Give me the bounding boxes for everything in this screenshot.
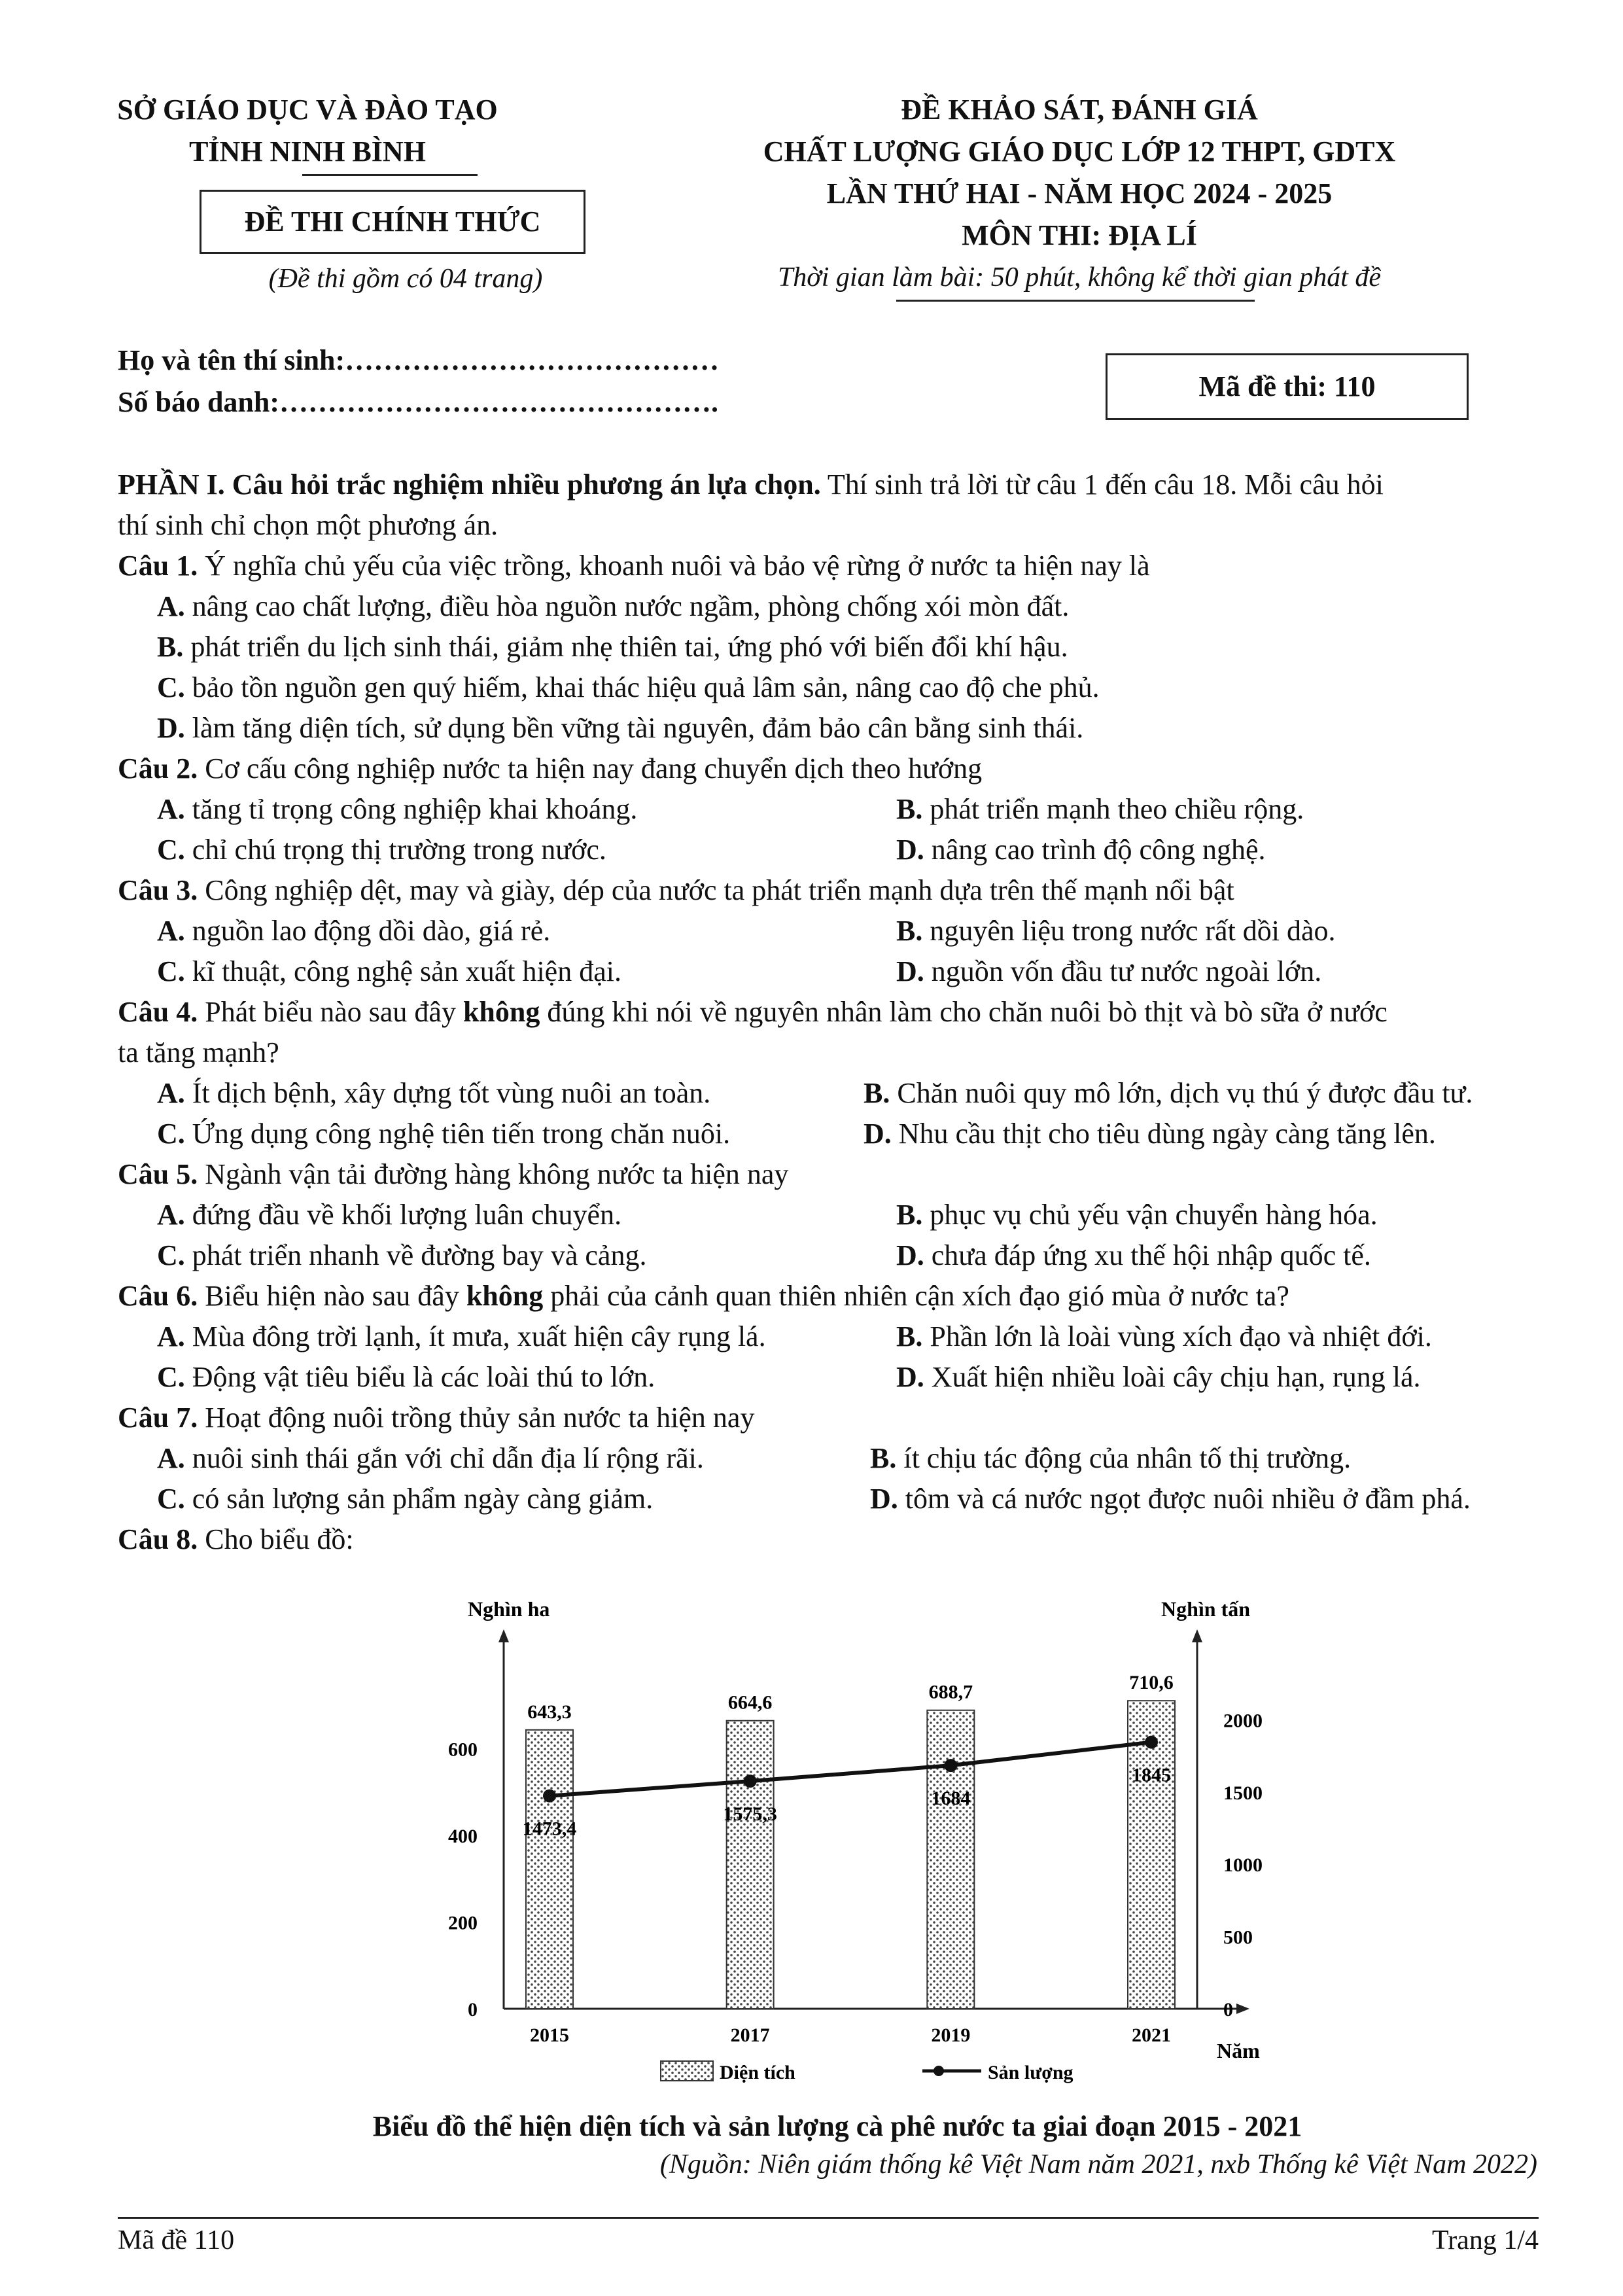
bar-dien-tich <box>526 1730 573 2009</box>
question-number: Câu 5. <box>118 1158 198 1190</box>
option-text: tôm và cá nước ngọt được nuôi nhiều ở đầm phá. <box>905 1483 1471 1515</box>
option-text: phát triển nhanh về đường bay và cảng. <box>192 1239 647 1271</box>
question-text: Ý nghĩa chủ yếu của việc trồng, khoanh nuôi và bảo vệ rừng ở nước ta hiện nay là <box>198 550 1150 582</box>
line-point <box>543 1790 556 1803</box>
left-tick-label: 200 <box>448 1912 478 1934</box>
q5-option-d[interactable] <box>896 1235 1371 1276</box>
province-name: TỈNH NINH BÌNH <box>189 135 426 168</box>
q2-option-b[interactable] <box>896 789 1304 830</box>
legend-bar-swatch <box>661 2061 713 2081</box>
q6-option-a[interactable] <box>157 1316 766 1357</box>
option-letter: B. <box>870 1442 897 1474</box>
option-text: chưa đáp ứng xu thế hội nhập quốc tế. <box>931 1239 1371 1271</box>
option-letter: D. <box>896 834 924 866</box>
option-letter: C. <box>157 1239 185 1271</box>
option-letter: B. <box>864 1077 890 1109</box>
q6-option-d[interactable] <box>896 1357 1421 1398</box>
dept-name: SỞ GIÁO DỤC VÀ ĐÀO TẠO <box>117 94 498 126</box>
coffee-chart <box>229 1570 1420 2100</box>
pages-note: (Đề thi gồm có 04 trang) <box>268 264 543 294</box>
q7-option-b[interactable] <box>870 1438 1351 1479</box>
q5-option-b[interactable] <box>896 1195 1378 1235</box>
x-axis-arrow <box>1236 2004 1249 2014</box>
part1-instructions-text: Thí sinh trả lời từ câu 1 đến câu 18. Mỗi câu hỏi <box>820 468 1384 501</box>
right-axis-title: Nghìn tấn <box>1161 1597 1251 1621</box>
q3-option-b[interactable] <box>896 911 1336 951</box>
question-4-line2: ta tăng mạnh? <box>118 1036 279 1069</box>
question-2 <box>118 749 1557 789</box>
q6-option-b[interactable] <box>896 1316 1432 1357</box>
option-text: nâng cao chất lượng, điều hòa nguồn nước ngầm, phòng chống xói mòn đất. <box>192 590 1070 622</box>
question-text: Công nghiệp dệt, may và giày, dép của nước ta phát triển mạnh dựa trên thế mạnh nổi bật <box>198 874 1234 906</box>
q3-option-a[interactable] <box>157 911 550 951</box>
x-tick-label: 2017 <box>730 2024 770 2046</box>
q4-option-a[interactable] <box>157 1073 710 1114</box>
question-number: Câu 8. <box>118 1523 198 1555</box>
footer-rule <box>118 2217 1539 2219</box>
bar-value-label: 664,6 <box>727 1691 773 1714</box>
question-emphasis: không <box>462 996 540 1028</box>
option-letter: B. <box>896 793 923 825</box>
option-text: phục vụ chủ yếu vận chuyển hàng hóa. <box>930 1199 1378 1231</box>
line-point <box>1145 1736 1158 1749</box>
q3-option-c[interactable] <box>157 951 621 992</box>
q2-option-c[interactable] <box>157 830 606 870</box>
question-text: Cơ cấu công nghiệp nước ta hiện nay đang chuyển dịch theo hướng <box>198 752 983 785</box>
option-letter: B. <box>896 1199 923 1231</box>
question-text-cont: đúng khi nói về nguyên nhân làm cho chăn nuôi bò thịt và bò sữa ở nước <box>540 996 1387 1028</box>
question-number: Câu 6. <box>118 1280 198 1312</box>
exam-title-line1: ĐỀ KHẢO SÁT, ĐÁNH GIÁ <box>901 94 1258 126</box>
option-letter: C. <box>157 955 185 987</box>
question-number: Câu 7. <box>118 1402 198 1434</box>
option-letter: D. <box>864 1118 892 1150</box>
right-tick-label: 500 <box>1223 1926 1253 1949</box>
option-text: Phần lớn là loài vùng xích đạo và nhiệt đới. <box>930 1320 1432 1352</box>
q6-option-c[interactable] <box>157 1357 655 1398</box>
x-tick-label: 2019 <box>931 2024 971 2046</box>
option-text: nguyên liệu trong nước rất dồi dào. <box>930 915 1336 947</box>
right-tick-label: 2000 <box>1223 1710 1263 1732</box>
province-underline <box>302 174 478 176</box>
option-text: Chăn nuôi quy mô lớn, dịch vụ thú ý được đầu tư. <box>897 1077 1473 1109</box>
question-text: Ngành vận tải đường hàng không nước ta hiện nay <box>198 1158 789 1190</box>
question-5 <box>118 1154 1557 1195</box>
q4-option-c[interactable] <box>157 1114 730 1154</box>
question-text: Cho biểu đồ: <box>198 1523 354 1555</box>
option-letter: C. <box>157 1361 185 1393</box>
candidate-name-field[interactable]: Họ và tên thí sinh:………………………………… <box>118 344 720 376</box>
option-text: nuôi sinh thái gắn với chỉ dẫn địa lí rộng rãi. <box>192 1442 704 1474</box>
option-text: Mùa đông trời lạnh, ít mưa, xuất hiện cây rụng lá. <box>192 1320 766 1352</box>
q7-option-c[interactable] <box>157 1479 653 1519</box>
q1-option-d[interactable] <box>157 708 1557 749</box>
option-text: nguồn lao động dồi dào, giá rẻ. <box>192 915 551 947</box>
option-text: phát triển du lịch sinh thái, giảm nhẹ thiên tai, ứng phó với biến đổi khí hậu. <box>190 631 1068 663</box>
question-4 <box>118 992 1557 1033</box>
right-tick-label: 1000 <box>1223 1854 1263 1877</box>
q4-option-b[interactable] <box>864 1073 1473 1114</box>
option-text: Nhu cầu thịt cho tiêu dùng ngày càng tăng lên. <box>898 1118 1436 1150</box>
option-letter: B. <box>896 1320 923 1352</box>
option-text: bảo tồn nguồn gen quý hiếm, khai thác hiệu quả lâm sản, nâng cao độ che phủ. <box>192 671 1100 703</box>
option-letter: B. <box>157 631 184 663</box>
option-letter: B. <box>896 915 923 947</box>
q1-option-a[interactable] <box>157 586 1557 627</box>
option-letter: A. <box>157 1320 185 1352</box>
question-8 <box>118 1519 1557 1560</box>
q1-option-c[interactable] <box>157 667 1557 708</box>
option-text: Ứng dụng công nghệ tiên tiến trong chăn nuôi. <box>192 1118 731 1150</box>
q1-option-b[interactable] <box>157 627 1557 667</box>
question-number: Câu 1. <box>118 550 198 582</box>
option-letter: D. <box>896 1361 924 1393</box>
option-text: Ít dịch bệnh, xây dựng tốt vùng nuôi an toàn. <box>192 1077 711 1109</box>
line-value-label: 1473,4 <box>522 1818 577 1840</box>
option-text: có sản lượng sản phẩm ngày càng giảm. <box>192 1483 654 1515</box>
question-number: Câu 2. <box>118 752 198 785</box>
q5-option-a[interactable] <box>157 1195 621 1235</box>
option-text: Động vật tiêu biểu là các loài thú to lớn. <box>192 1361 655 1393</box>
option-letter: A. <box>157 590 185 622</box>
right-tick-label: 1500 <box>1223 1782 1263 1804</box>
line-point <box>744 1775 757 1788</box>
footer-exam-code: Mã đề 110 <box>118 2225 235 2255</box>
left-axis-arrow <box>498 1629 509 1642</box>
option-letter: C. <box>157 671 185 703</box>
q2-option-a[interactable] <box>157 789 637 830</box>
option-text: làm tăng diện tích, sử dụng bền vững tài nguyên, đảm bảo cân bằng sinh thái. <box>192 712 1084 744</box>
q2-option-d[interactable] <box>896 830 1266 870</box>
question-emphasis: không <box>466 1280 544 1312</box>
option-text: Xuất hiện nhiều loài cây chịu hạn, rụng lá. <box>931 1361 1421 1393</box>
right-tick-label: 0 <box>1223 1999 1233 2021</box>
chart-title: Biểu đồ thể hiện diện tích và sản lượng cà phê nước ta giai đoạn 2015 - 2021 <box>372 2110 1302 2142</box>
option-letter: A. <box>157 1442 185 1474</box>
option-text: kĩ thuật, công nghệ sản xuất hiện đại. <box>192 955 621 987</box>
candidate-id-field[interactable]: Số báo danh:………………………………………. <box>118 386 719 418</box>
option-text: chỉ chú trọng thị trường trong nước. <box>192 834 606 866</box>
bar-dien-tich <box>927 1710 974 2009</box>
chart-source: (Nguồn: Niên giám thống kê Việt Nam năm 2021, nxb Thống kê Việt Nam 2022) <box>659 2149 1537 2180</box>
option-letter: A. <box>157 915 185 947</box>
option-text: phát triển mạnh theo chiều rộng. <box>930 793 1304 825</box>
exam-code-box: Mã đề thi: 110 <box>1106 353 1469 420</box>
question-text: Biểu hiện nào sau đây <box>198 1280 466 1312</box>
left-tick-label: 400 <box>448 1826 478 1847</box>
question-7 <box>118 1398 1557 1438</box>
q7-option-d[interactable] <box>870 1479 1471 1519</box>
exam-title-line3: LẦN THỨ HAI - NĂM HỌC 2024 - 2025 <box>826 177 1333 209</box>
legend-line-label: Sản lượng <box>988 2062 1073 2083</box>
duration-underline <box>896 300 1255 302</box>
part1-title: PHẦN I. Câu hỏi trắc nghiệm nhiều phương án lựa chọn. <box>118 468 821 501</box>
question-text-cont: phải của cảnh quan thiên nhiên cận xích đạo gió mùa ở nước ta? <box>543 1280 1289 1312</box>
footer-page-number: Trang 1/4 <box>1432 2225 1539 2255</box>
option-letter: D. <box>870 1483 898 1515</box>
option-letter: A. <box>157 1077 185 1109</box>
option-letter: A. <box>157 1199 185 1231</box>
exam-subject: MÔN THI: ĐỊA LÍ <box>962 219 1197 251</box>
exam-duration: Thời gian làm bài: 50 phút, không kể thời gian phát đề <box>777 262 1382 292</box>
option-letter: C. <box>157 1483 185 1515</box>
option-letter: C. <box>157 1118 185 1150</box>
legend-line-marker <box>934 2066 944 2076</box>
question-text: Hoạt động nuôi trồng thủy sản nước ta hiện nay <box>198 1402 755 1434</box>
option-letter: D. <box>896 955 924 987</box>
question-text: Phát biểu nào sau đây <box>198 996 463 1028</box>
option-text: đứng đầu về khối lượng luân chuyển. <box>192 1199 622 1231</box>
bar-dien-tich <box>727 1721 774 2009</box>
line-point <box>944 1759 957 1772</box>
right-axis-arrow <box>1192 1629 1202 1642</box>
question-3 <box>118 870 1557 911</box>
official-exam-box: ĐỀ THI CHÍNH THỨC <box>200 190 585 254</box>
option-letter: D. <box>896 1239 924 1271</box>
q3-option-d[interactable] <box>896 951 1321 992</box>
question-1 <box>118 546 1557 586</box>
x-axis-title: Năm <box>1217 2039 1260 2062</box>
line-san-luong <box>550 1742 1151 1796</box>
line-value-label: 1845 <box>1132 1764 1171 1786</box>
question-number: Câu 3. <box>118 874 198 906</box>
option-text: nguồn vốn đầu tư nước ngoài lớn. <box>931 955 1322 987</box>
line-value-label: 1684 <box>931 1788 971 1810</box>
line-value-label: 1575,3 <box>723 1803 777 1826</box>
exam-title-line2: CHẤT LƯỢNG GIÁO DỤC LỚP 12 THPT, GDTX <box>763 135 1396 168</box>
option-text: nâng cao trình độ công nghệ. <box>931 834 1266 866</box>
q7-option-a[interactable] <box>157 1438 704 1479</box>
bar-value-label: 688,7 <box>928 1681 973 1703</box>
option-letter: C. <box>157 834 185 866</box>
option-letter: A. <box>157 793 185 825</box>
part1-instructions-line2: thí sinh chỉ chọn một phương án. <box>118 509 498 541</box>
left-tick-label: 0 <box>468 1999 478 2021</box>
x-tick-label: 2021 <box>1132 2024 1171 2046</box>
legend-bar-label: Diện tích <box>720 2062 795 2083</box>
bar-value-label: 643,3 <box>527 1701 572 1723</box>
x-tick-label: 2015 <box>530 2024 569 2046</box>
q4-option-d[interactable] <box>864 1114 1436 1154</box>
left-tick-label: 600 <box>448 1739 478 1761</box>
option-text: ít chịu tác động của nhân tố thị trường. <box>903 1442 1352 1474</box>
left-axis-title: Nghìn ha <box>468 1597 550 1621</box>
q5-option-c[interactable] <box>157 1235 646 1276</box>
questions-container <box>118 546 1557 1593</box>
bar-value-label: 710,6 <box>1129 1672 1174 1694</box>
question-6 <box>118 1276 1557 1316</box>
option-text: tăng tỉ trọng công nghiệp khai khoáng. <box>192 793 638 825</box>
question-number: Câu 4. <box>118 996 198 1028</box>
part1-instructions <box>118 465 1384 505</box>
option-letter: D. <box>157 712 185 744</box>
